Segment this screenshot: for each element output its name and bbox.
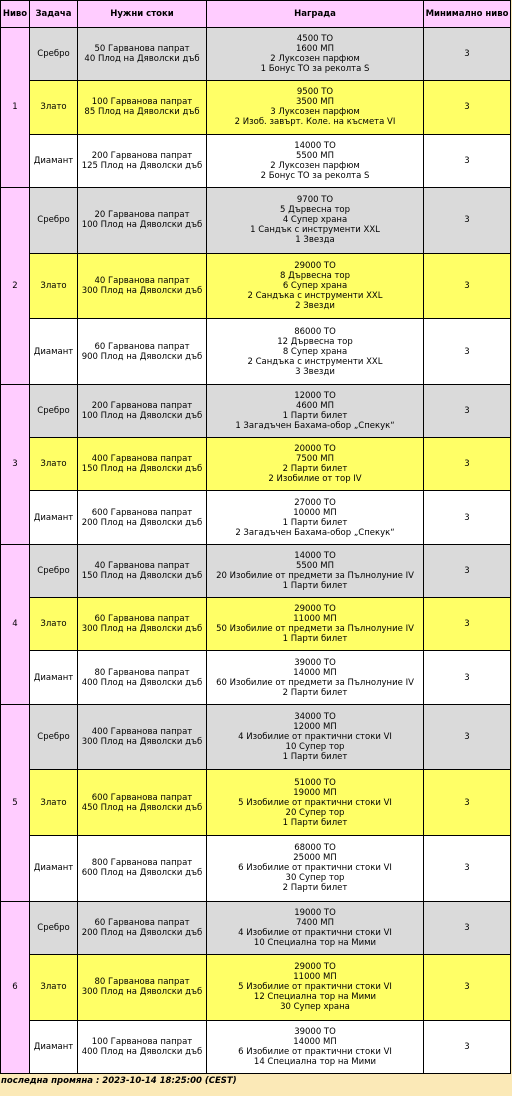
cell-line: 20 Изобилие от предмети за Пълнолуние IV (216, 570, 414, 581)
table-row (1, 187, 511, 253)
min-level-cell: 3 (424, 438, 511, 491)
cell-line: 4 Изобилие от практични стоки VI (238, 732, 392, 742)
min-level-cell: 3 (424, 134, 511, 187)
level-cell: 1 (1, 28, 30, 188)
cell-line: 2 Загадъчен Бахама-обор „Спекук“ (235, 527, 395, 538)
cell-line: 14000 ТО (294, 550, 336, 561)
cell-line: 51000 ТО (294, 777, 336, 788)
min-level-cell: 3 (424, 384, 511, 437)
header-task: Задача (30, 1, 78, 28)
cell-line: 12000 ТО (294, 390, 336, 401)
cell-line: 60 Гарванова папрат (94, 614, 190, 625)
cell-line: 4 Супер храна (282, 215, 348, 226)
level-cell: 6 (1, 901, 30, 1073)
cell-line: 2 Луксозен парфюм (270, 160, 360, 171)
cell-line: 5500 МП (295, 560, 335, 571)
min-level-cell: 3 (424, 901, 511, 954)
cell-line: 27000 ТО (294, 497, 336, 508)
table-row (1, 253, 511, 319)
table-row (1, 134, 511, 187)
goods-cell (78, 81, 207, 134)
goods-cell (78, 384, 207, 437)
min-level-cell: 3 (424, 187, 511, 253)
cell-line: 3 Звезди (295, 366, 335, 377)
min-level-cell: 3 (424, 651, 511, 704)
cell-line: 19000 ТО (294, 907, 336, 918)
cell-line: 600 Гарванова папрат (91, 507, 193, 518)
goods-cell (78, 187, 207, 253)
task-cell: Злато (30, 438, 78, 491)
goods-cell (78, 438, 207, 491)
cell-line: 29000 ТО (294, 962, 336, 973)
reward-cell (207, 704, 424, 770)
task-cell: Злато (30, 770, 78, 836)
cell-line: 29000 ТО (294, 260, 336, 271)
reward-cell (207, 901, 424, 954)
cell-line: 300 Плод на Дяволски дъб (81, 737, 203, 747)
cell-line: 40 Плод на Дяволски дъб (84, 54, 200, 65)
task-cell: Сребро (30, 704, 78, 770)
cell-line: 11000 МП (293, 972, 337, 983)
cell-line: 9500 ТО (296, 87, 334, 98)
task-cell: Сребро (30, 901, 78, 954)
task-cell: Диамант (30, 651, 78, 704)
cell-line: 1 Парти билет (282, 817, 348, 828)
reward-cell (207, 598, 424, 651)
cell-line: 4600 МП (295, 400, 335, 411)
cell-line: 60 Гарванова папрат (94, 341, 190, 352)
cell-line: 6 Изобилие от практични стоки VI (238, 863, 392, 874)
task-cell: Злато (30, 253, 78, 319)
min-level-cell: 3 (424, 28, 511, 81)
cell-line: 8 Супер храна (282, 346, 348, 357)
goods-cell (78, 954, 207, 1020)
cell-line: 1 Парти билет (282, 410, 348, 421)
cell-line: 5 Дървесна тор (279, 205, 351, 216)
cell-line: 400 Плод на Дяволски дъб (81, 677, 203, 688)
reward-cell (207, 438, 424, 491)
reward-cell (207, 544, 424, 597)
reward-cell (207, 954, 424, 1020)
task-cell: Диамант (30, 1020, 78, 1074)
cell-line: 2 Парти билет (282, 883, 348, 894)
cell-line: 125 Плод на Дяволски дъб (81, 160, 203, 171)
reward-cell (207, 81, 424, 134)
cell-line: 1 Парти билет (282, 752, 348, 762)
cell-line: 14000 ТО (294, 140, 336, 151)
table-header-row (1, 1, 511, 28)
cell-line: 60 Изобилие от предмети за Пълнолуние IV (216, 677, 414, 688)
cell-line: 4 Изобилие от практични стоки VI (238, 927, 392, 938)
cell-line: 4500 ТО (296, 34, 334, 45)
cell-line: 29000 ТО (294, 604, 336, 615)
level-cell: 2 (1, 187, 30, 384)
cell-line: 5500 МП (295, 150, 335, 161)
min-level-cell: 3 (424, 704, 511, 770)
cell-line: 50 Гарванова папрат (94, 44, 190, 55)
reward-cell (207, 1020, 424, 1074)
cell-line: 80 Гарванова папрат (94, 667, 190, 678)
cell-line: 200 Плод на Дяволски дъб (81, 927, 203, 938)
table-body (1, 28, 511, 1074)
goods-cell (78, 651, 207, 704)
table-row (1, 1020, 511, 1074)
reward-cell (207, 835, 424, 901)
cell-line: 400 Плод на Дяволски дъб (81, 1046, 203, 1057)
cell-line: 1 Парти билет (282, 634, 348, 645)
table-row (1, 81, 511, 134)
cell-line: 20 Гарванова папрат (94, 210, 190, 221)
task-cell: Сребро (30, 28, 78, 81)
cell-line: 10000 МП (293, 507, 337, 518)
cell-line: 12000 МП (293, 722, 337, 732)
min-level-cell: 3 (424, 770, 511, 836)
cell-line: 7400 МП (295, 917, 335, 928)
table-row (1, 544, 511, 597)
cell-line: 30 Супер храна (280, 1002, 350, 1013)
goods-cell (78, 901, 207, 954)
cell-line: 80 Гарванова папрат (94, 977, 190, 988)
cell-line: 20 Супер тор (285, 807, 345, 818)
cell-line: 6 Супер храна (282, 280, 348, 291)
cell-line: 150 Плод на Дяволски дъб (81, 464, 203, 475)
cell-line: 2 Сандъка с инструменти XXL (247, 290, 383, 301)
min-level-cell: 3 (424, 491, 511, 544)
cell-line: 1 Звезда (295, 235, 335, 246)
cell-line: 34000 ТО (294, 712, 336, 722)
cell-line: 100 Гарванова папрат (91, 97, 193, 108)
cell-line: 2 Парти билет (282, 687, 348, 698)
table-row (1, 28, 511, 81)
cell-line: 50 Изобилие от предмети за Пълнолуние IV (216, 624, 414, 635)
cell-line: 8 Дървесна тор (279, 270, 351, 281)
cell-line: 100 Плод на Дяволски дъб (81, 220, 203, 231)
reward-cell (207, 770, 424, 836)
cell-line: 85 Плод на Дяволски дъб (84, 107, 200, 118)
header-goods: Нужни стоки (78, 1, 207, 28)
cell-line: 150 Плод на Дяволски дъб (81, 570, 203, 581)
last-modified: последна промяна : 2023-10-14 18:25:00 (CEST) (1, 1076, 237, 1086)
cell-line: 100 Плод на Дяволски дъб (81, 410, 203, 421)
goods-cell (78, 544, 207, 597)
cell-line: 10 Супер тор (285, 742, 345, 752)
task-cell: Злато (30, 954, 78, 1020)
goods-cell (78, 319, 207, 385)
cell-line: 600 Плод на Дяволски дъб (81, 868, 203, 879)
cell-line: 1600 МП (295, 44, 335, 55)
reward-cell (207, 253, 424, 319)
cell-line: 1 Парти билет (282, 517, 348, 528)
cell-line: 300 Плод на Дяволски дъб (81, 285, 203, 296)
min-level-cell: 3 (424, 1020, 511, 1074)
cell-line: 2 Бонус ТО за реколта S (260, 170, 370, 181)
cell-line: 14000 МП (293, 1036, 337, 1047)
reward-cell (207, 187, 424, 253)
cell-line: 2 Изоб. завърт. Коле. на късмета VI (234, 117, 396, 128)
table-row (1, 835, 511, 901)
table-row (1, 651, 511, 704)
cell-line: 100 Гарванова папрат (91, 1036, 193, 1047)
cell-line: 39000 ТО (294, 657, 336, 668)
goods-cell (78, 253, 207, 319)
reward-cell (207, 651, 424, 704)
task-cell: Диамант (30, 134, 78, 187)
cell-line: 600 Гарванова папрат (91, 792, 193, 803)
cell-line: 1 Загадъчен Бахама-обор „Спекук“ (235, 420, 395, 431)
min-level-cell: 3 (424, 253, 511, 319)
cell-line: 2 Изобилие от тор IV (268, 474, 362, 485)
min-level-cell: 3 (424, 319, 511, 385)
header-level: Ниво (1, 1, 30, 28)
cell-line: 68000 ТО (294, 843, 336, 854)
cell-line: 30 Супер тор (285, 873, 345, 884)
table-row (1, 438, 511, 491)
cell-line: 2 Сандъка с инструменти XXL (247, 356, 383, 367)
reward-cell (207, 134, 424, 187)
min-level-cell: 3 (424, 954, 511, 1020)
cell-line: 7500 МП (295, 454, 335, 465)
cell-line: 1 Бонус ТО за реколта S (260, 64, 370, 75)
reward-cell (207, 384, 424, 437)
cell-line: 900 Плод на Дяволски дъб (81, 351, 203, 362)
goods-cell (78, 491, 207, 544)
cell-line: 2 Звезди (295, 300, 335, 311)
task-cell: Сребро (30, 384, 78, 437)
cell-line: 450 Плод на Дяволски дъб (81, 802, 203, 813)
cell-line: 300 Плод на Дяволски дъб (81, 624, 203, 635)
cell-line: 40 Гарванова папрат (94, 275, 190, 286)
cell-line: 2 Луксозен парфюм (270, 54, 360, 65)
min-level-cell: 3 (424, 81, 511, 134)
level-cell: 5 (1, 704, 30, 901)
table-row (1, 319, 511, 385)
level-cell: 4 (1, 544, 30, 704)
cell-line: 200 Гарванова папрат (91, 150, 193, 161)
goods-cell (78, 134, 207, 187)
task-cell: Диамант (30, 491, 78, 544)
cell-line: 39000 ТО (294, 1026, 336, 1037)
cell-line: 3 Луксозен парфюм (270, 107, 360, 118)
task-cell: Сребро (30, 544, 78, 597)
cell-line: 200 Плод на Дяволски дъб (81, 517, 203, 528)
cell-line: 1 Парти билет (282, 580, 348, 591)
cell-line: 11000 МП (293, 614, 337, 625)
cell-line: 12 Специална тор на Мими (253, 992, 377, 1003)
goods-cell (78, 704, 207, 770)
min-level-cell: 3 (424, 835, 511, 901)
cell-line: 60 Гарванова папрат (94, 917, 190, 928)
table-row (1, 954, 511, 1020)
reward-cell (207, 28, 424, 81)
min-level-cell: 3 (424, 598, 511, 651)
cell-line: 300 Плод на Дяволски дъб (81, 987, 203, 998)
cell-line: 14000 МП (293, 667, 337, 678)
table-row (1, 491, 511, 544)
goods-cell (78, 835, 207, 901)
reward-cell (207, 319, 424, 385)
goods-cell (78, 770, 207, 836)
cell-line: 3500 МП (295, 97, 335, 108)
cell-line: 6 Изобилие от практични стоки VI (238, 1046, 392, 1057)
cell-line: 86000 ТО (294, 326, 336, 337)
header-reward: Награда (207, 1, 424, 28)
header-min-level: Минимално ниво (424, 1, 511, 28)
cell-line: 25000 МП (293, 853, 337, 864)
cell-line: 800 Гарванова папрат (91, 858, 193, 869)
goods-cell (78, 28, 207, 81)
cell-line: 5 Изобилие от практични стоки VI (238, 797, 392, 808)
task-cell: Злато (30, 598, 78, 651)
cell-line: 10 Специална тор на Мими (253, 937, 377, 948)
cell-line: 400 Гарванова папрат (91, 454, 193, 465)
goods-cell (78, 1020, 207, 1074)
cell-line: 1 Сандък с инструменти XXL (250, 225, 380, 236)
table-row (1, 704, 511, 770)
table-row (1, 384, 511, 437)
cell-line: 2 Парти билет (282, 464, 348, 475)
cell-line: 14 Специална тор на Мими (253, 1056, 377, 1067)
task-cell: Диамант (30, 319, 78, 385)
cell-line: 400 Гарванова папрат (91, 727, 193, 737)
reward-cell (207, 491, 424, 544)
cell-line: 19000 МП (293, 787, 337, 798)
cell-line: 12 Дървесна тор (277, 336, 353, 347)
task-cell: Диамант (30, 835, 78, 901)
task-cell: Злато (30, 81, 78, 134)
cell-line: 200 Гарванова папрат (91, 400, 193, 411)
cell-line: 40 Гарванова папрат (94, 560, 190, 571)
level-cell: 3 (1, 384, 30, 544)
goods-cell (78, 598, 207, 651)
min-level-cell: 3 (424, 544, 511, 597)
table-row (1, 901, 511, 954)
cell-line: 20000 ТО (294, 444, 336, 455)
task-cell: Сребро (30, 187, 78, 253)
cell-line: 9700 ТО (296, 195, 334, 206)
table-row (1, 598, 511, 651)
table-row (1, 770, 511, 836)
cell-line: 5 Изобилие от практични стоки VI (238, 982, 392, 993)
